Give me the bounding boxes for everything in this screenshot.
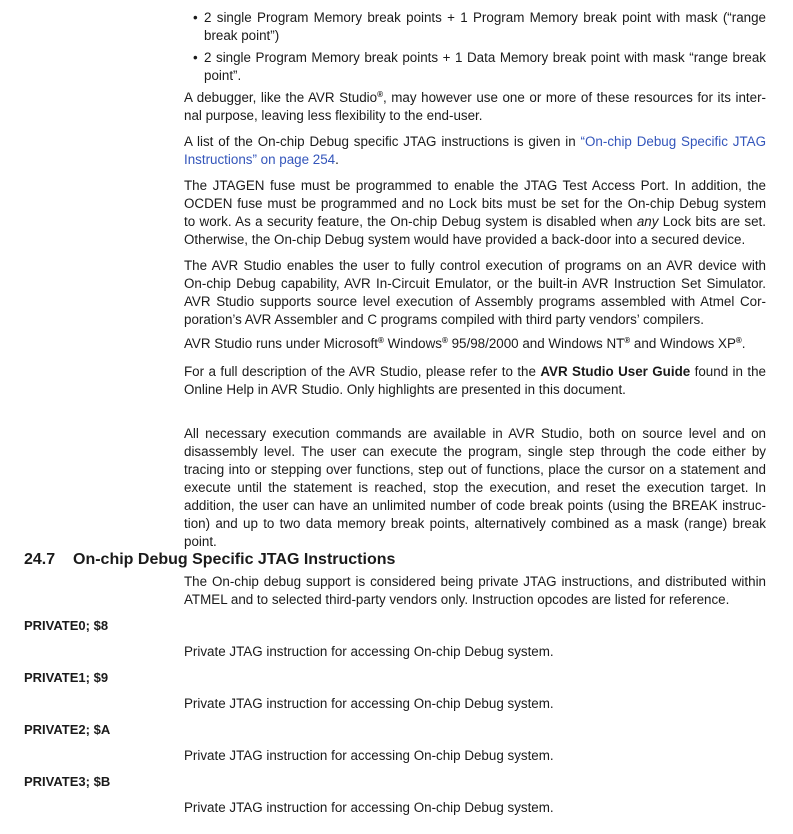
paragraph-windows xyxy=(184,335,766,353)
text-line xyxy=(184,573,766,591)
text-run: A list of the On-chip Debug specific JTAG instructions is given in xyxy=(184,134,581,149)
registered-mark: ® xyxy=(735,336,742,345)
instruction-name: PRIVATE2; $A xyxy=(24,722,111,737)
registered-mark: ® xyxy=(624,336,631,345)
paragraph-avr-studio xyxy=(184,257,766,329)
text-line xyxy=(184,381,766,399)
text-run: AVR Studio runs under Microsoft xyxy=(184,336,379,351)
text-run: . xyxy=(741,336,746,351)
text-run: execute until the statement is reached, stop the execution, and reset the execution target. In xyxy=(184,480,766,495)
text-run: break point”) xyxy=(204,28,280,43)
paragraph-user-guide xyxy=(184,363,766,399)
text-line xyxy=(184,133,766,151)
text-run: point”. xyxy=(204,68,242,83)
text-line xyxy=(184,443,766,461)
instruction-name: PRIVATE0; $8 xyxy=(24,618,109,633)
bullet-icon: • xyxy=(193,50,198,65)
cross-reference-link[interactable]: Instructions” on page 254 xyxy=(184,152,336,167)
text-run: ATMEL and to selected third-party vendors only. Instruction opcodes are listed for reference. xyxy=(184,592,730,607)
instruction-name: PRIVATE1; $9 xyxy=(24,670,109,685)
instruction-description: Private JTAG instruction for accessing On-chip Debug system. xyxy=(184,644,554,659)
text-run: poration’s AVR Assembler and C programs compiled with third party vendors’ compilers. xyxy=(184,312,704,327)
text-run: The AVR Studio enables the user to fully control execution of programs on an AVR device with xyxy=(184,258,766,273)
registered-mark: ® xyxy=(378,336,384,345)
text-line xyxy=(184,591,766,609)
text-line xyxy=(184,515,766,533)
instruction-description: Private JTAG instruction for accessing On-chip Debug system. xyxy=(184,800,554,815)
text-run: tion) and up to two data memory break points, alternatively combined as a mask (range) break xyxy=(184,516,766,531)
text-run: found in the xyxy=(690,364,766,379)
paragraph-debugger xyxy=(184,89,766,125)
text-run: 2 single Program Memory break points + 1 Data Memory break point with mask “range break xyxy=(204,50,766,65)
text-line xyxy=(184,231,766,249)
text-line xyxy=(184,425,766,443)
bullet-icon: • xyxy=(193,10,198,25)
text-run: and Windows XP xyxy=(630,336,736,351)
text-line xyxy=(184,213,766,231)
text-line xyxy=(184,497,766,515)
paragraph-jtagen xyxy=(184,177,766,249)
registered-mark: ® xyxy=(441,336,448,345)
text-line xyxy=(184,461,766,479)
text-run: Lock bits are set. xyxy=(658,214,766,229)
text-run: addition, the user can have an unlimited number of code break points (using the BREAK instruc- xyxy=(184,498,766,513)
text-line xyxy=(184,107,766,125)
text-run: point. xyxy=(184,534,217,549)
section-intro xyxy=(184,573,766,609)
text-run: AVR Studio User Guide xyxy=(540,364,691,379)
instruction-description: Private JTAG instruction for accessing On-chip Debug system. xyxy=(184,748,554,763)
text-run: For a full description of the AVR Studio, please refer to the xyxy=(184,364,541,379)
bullet-item xyxy=(193,9,766,45)
paragraph-execution xyxy=(184,425,766,551)
text-line xyxy=(184,151,766,169)
text-run: A debugger, like the AVR Studio xyxy=(184,90,378,105)
text-run: All necessary execution commands are available in AVR Studio, both on source level and on xyxy=(184,426,766,441)
text-run: The JTAGEN fuse must be programmed to enable the JTAG Test Access Port. In addition, the xyxy=(184,178,766,193)
text-run: OCDEN fuse must be programmed and no Lock bits must be set for the On-chip Debug system xyxy=(184,196,766,211)
text-line xyxy=(204,27,766,45)
cross-reference-link[interactable]: “On-chip Debug Specific JTAG xyxy=(580,134,766,149)
text-line xyxy=(184,177,766,195)
text-line xyxy=(204,9,766,27)
text-line xyxy=(184,311,766,329)
text-run: , may however use one or more of these resources for its inter- xyxy=(382,90,766,105)
text-line xyxy=(184,195,766,213)
text-run: AVR Studio supports source level execution of Assembly programs assembled with Atmel Cor- xyxy=(184,294,766,309)
text-line xyxy=(184,257,766,275)
text-run: The On-chip debug support is considered being private JTAG instructions, and distributed within xyxy=(184,574,766,589)
text-line xyxy=(184,533,766,551)
text-run: Otherwise, the On-chip Debug system would have provided a back-door into a secured device. xyxy=(184,232,746,247)
text-line xyxy=(184,275,766,293)
text-run: nal purpose, leaving less flexibility to the end-user. xyxy=(184,108,483,123)
text-run: any xyxy=(636,214,659,229)
text-run: 2 single Program Memory break points + 1 Program Memory break point with mask (“range xyxy=(204,10,766,25)
section-title: On-chip Debug Specific JTAG Instructions xyxy=(73,551,396,568)
bullet-item xyxy=(193,49,766,85)
section-number: 24.7 xyxy=(24,551,56,568)
paragraph-instruction-list xyxy=(184,133,766,169)
text-run: Online Help in AVR Studio. Only highlights are presented in this document. xyxy=(184,382,626,397)
text-line xyxy=(184,363,766,381)
text-run: On-chip Debug capability, AVR In-Circuit Emulator, or the built-in AVR Instruction Set Simulator. xyxy=(184,276,766,291)
text-line xyxy=(184,479,766,497)
instruction-description: Private JTAG instruction for accessing On-chip Debug system. xyxy=(184,696,554,711)
text-run: to work. As a security feature, the On-chip Debug system is disabled when xyxy=(184,214,637,229)
text-run: 95/98/2000 and Windows NT xyxy=(447,336,625,351)
text-run: . xyxy=(335,152,339,167)
text-run: Windows xyxy=(383,336,442,351)
text-run: tracing into or stepping over functions, step out of functions, place the cursor on a statement and xyxy=(184,462,766,477)
text-line xyxy=(184,335,766,353)
text-line xyxy=(184,89,766,107)
section-heading xyxy=(24,551,395,569)
instruction-name: PRIVATE3; $B xyxy=(24,774,111,789)
registered-mark: ® xyxy=(377,90,383,99)
text-line xyxy=(204,67,766,85)
text-line xyxy=(184,293,766,311)
text-line xyxy=(204,49,766,67)
text-run: disassembly level. The user can execute the program, single step through the code either by xyxy=(184,444,766,459)
